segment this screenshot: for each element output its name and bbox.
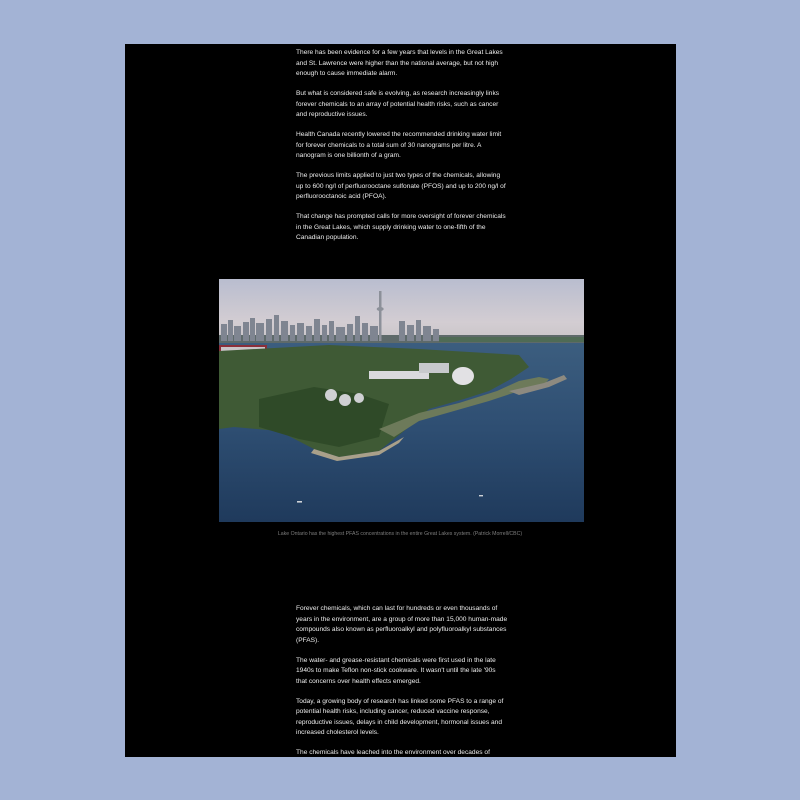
paragraph: The chemicals have leached into the environment over decades of bbox=[296, 749, 490, 756]
paragraph: Forever chemicals, which can last for hundreds or even thousands of years in the environment, are a group of more than 15,000 human-made compounds also known as perfluoroalkyl and polyfluoroalkyl substances (PFAS). bbox=[296, 605, 508, 644]
paragraph: Today, a growing body of research has linked some PFAS to a range of potential health risks, including cancer, reduced vaccine response, reproductive issues, delays in child development, hormonal issues and increased cholesterol levels. bbox=[296, 697, 504, 736]
paragraph: There has been evidence for a few years that levels in the Great Lakes and St. Lawrence were higher than the national average, but not high enough to cause immediate alarm. bbox=[296, 49, 503, 77]
article-photo bbox=[219, 279, 584, 522]
paragraph: The water- and grease-resistant chemicals were first used in the late 1940s to make Teflon non-stick cookware. It wasn't until the late '90s that concerns over health effects emerged. bbox=[296, 656, 496, 685]
paragraph: That change has prompted calls for more oversight of forever chemicals in the Great Lakes, which supply drinking water to one-fifth of the Canadian population. bbox=[296, 213, 506, 241]
article-body-top bbox=[296, 48, 508, 253]
paragraph: Health Canada recently lowered the recommended drinking water limit for forever chemicals to a total sum of 30 nanograms per litre. A nanogram is one billionth of a gram. bbox=[296, 131, 502, 159]
article-page bbox=[125, 44, 676, 757]
paragraph: But what is considered safe is evolving, as research increasingly links forever chemicals to an array of potential health risks, such as cancer and reproductive issues. bbox=[296, 90, 500, 118]
photo-caption: Lake Ontario has the highest PFAS concentrations in the entire Great Lakes system. (Patrick Morrell/CBC) bbox=[277, 531, 523, 537]
aerial-lake-photo bbox=[219, 279, 584, 522]
paragraph: The previous limits applied to just two types of the chemicals, allowing up to 600 ng/l of perfluorooctane sulfonate (PFOS) and up to 200 ng/l of perfluorooctanoic acid (PFOA). bbox=[296, 172, 506, 200]
article-body-bottom bbox=[296, 604, 508, 757]
